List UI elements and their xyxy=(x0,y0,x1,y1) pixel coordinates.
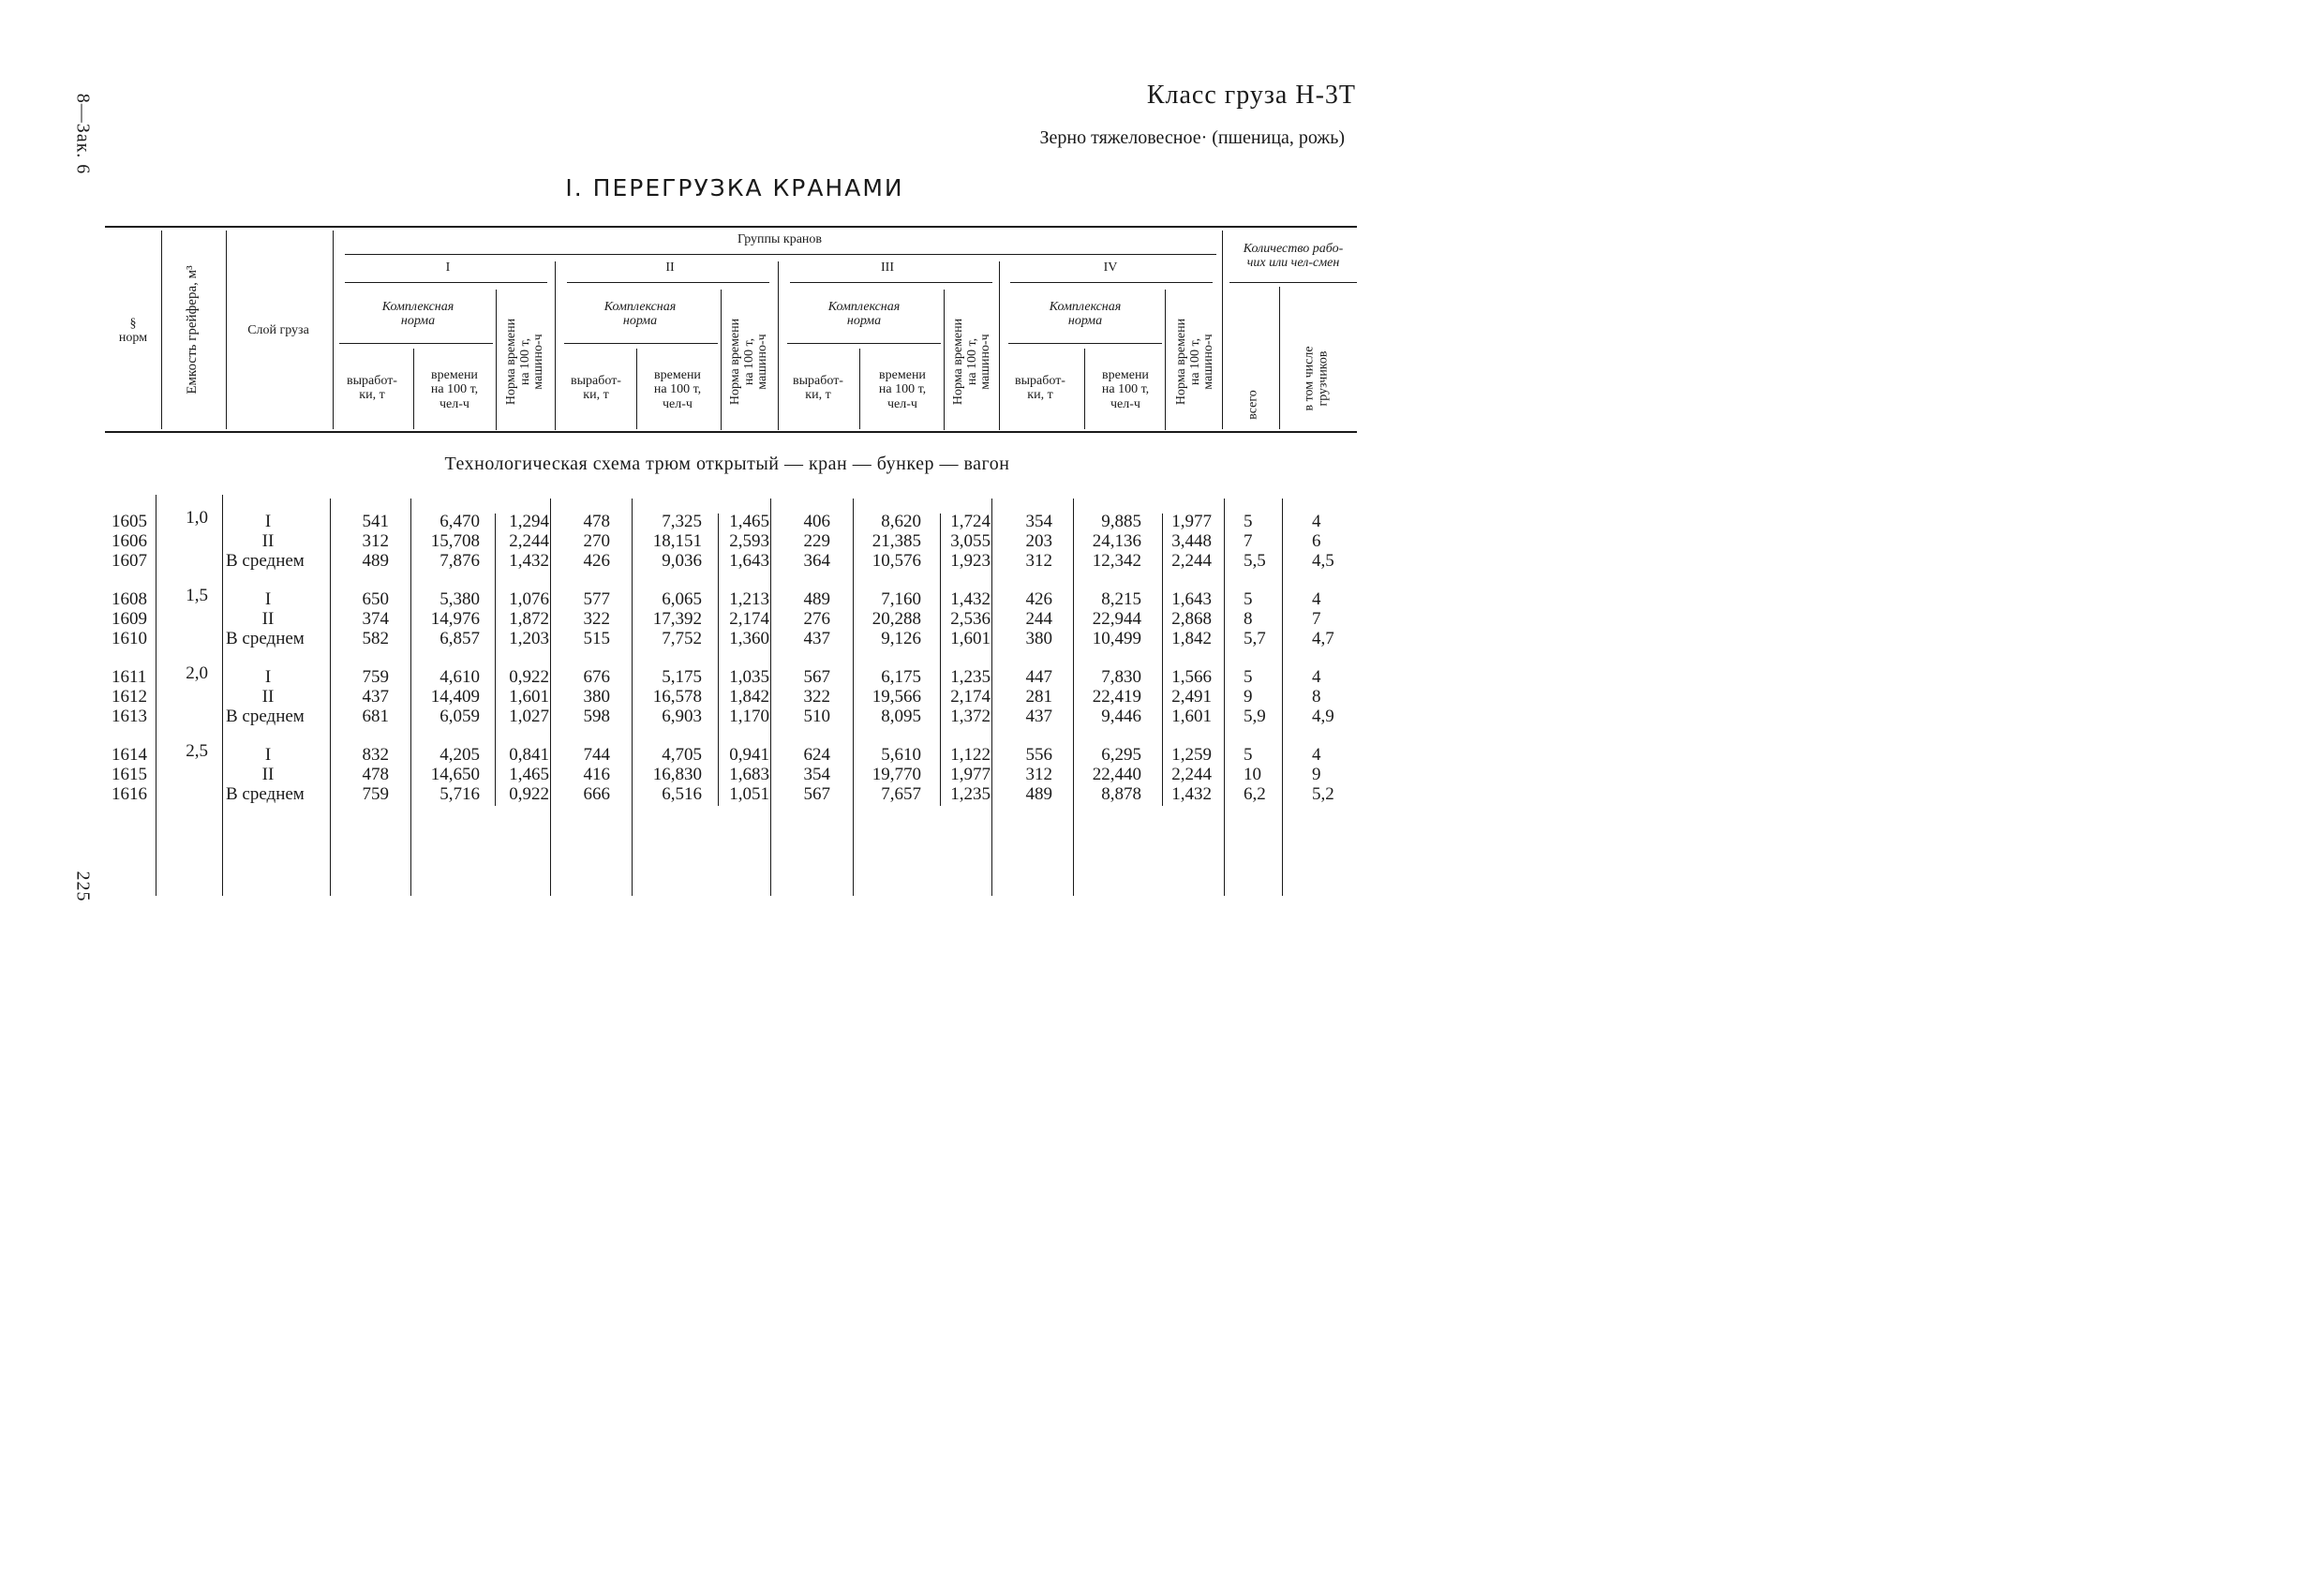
machine-time-value: 1,842 xyxy=(729,687,769,707)
output-value: 322 xyxy=(803,687,830,707)
output-value: 598 xyxy=(583,707,610,726)
output-value: 354 xyxy=(803,765,830,784)
time-value: 9,446 xyxy=(1101,707,1141,726)
machine-time-value: 1,170 xyxy=(729,707,769,726)
machine-time-value: 1,601 xyxy=(1171,707,1212,726)
output-value: 276 xyxy=(803,609,830,629)
section-title: I. ПЕРЕГРУЗКА КРАНАМИ xyxy=(565,174,904,201)
machine-time-value: 1,977 xyxy=(950,765,991,784)
output-value: 312 xyxy=(362,531,389,551)
time-value: 8,620 xyxy=(881,512,921,531)
output-value: 676 xyxy=(583,667,610,687)
output-value: 624 xyxy=(803,745,830,765)
output-value: 759 xyxy=(362,667,389,687)
time-value: 7,876 xyxy=(439,551,480,571)
machine-time-value: 1,235 xyxy=(950,667,991,687)
output-value: 426 xyxy=(583,551,610,571)
workers-loaders: 5,2 xyxy=(1312,784,1334,804)
time-value: 14,976 xyxy=(430,609,480,629)
cargo-layer: В среднем xyxy=(226,784,305,804)
machine-time-value: 1,035 xyxy=(729,667,769,687)
output-value: 567 xyxy=(803,784,830,804)
header-incl-loaders: в том числе грузчиков xyxy=(1302,346,1330,411)
header-machine-time: Норма времени на 100 т, машино-ч xyxy=(950,318,993,406)
workers-total: 5,5 xyxy=(1244,551,1266,571)
machine-time-value: 2,174 xyxy=(950,687,991,707)
time-value: 24,136 xyxy=(1092,531,1141,551)
cargo-layer: В среднем xyxy=(226,629,305,648)
machine-time-value: 1,294 xyxy=(509,512,549,531)
machine-time-value: 1,643 xyxy=(729,551,769,571)
output-value: 312 xyxy=(1025,765,1052,784)
machine-time-value: 2,244 xyxy=(1171,551,1212,571)
cargo-layer: I xyxy=(264,667,272,687)
machine-time-value: 3,055 xyxy=(950,531,991,551)
header-time: времени на 100 т, чел-ч xyxy=(653,368,702,411)
header-machine-time: Норма времени на 100 т, машино-ч xyxy=(503,318,546,406)
cargo-layer: В среднем xyxy=(226,551,305,571)
output-value: 437 xyxy=(362,687,389,707)
crane-group-2: II xyxy=(665,261,675,275)
time-value: 18,151 xyxy=(652,531,702,551)
workers-loaders: 4,9 xyxy=(1312,707,1334,726)
workers-total: 7 xyxy=(1244,531,1253,551)
workers-total: 8 xyxy=(1244,609,1253,629)
output-value: 478 xyxy=(362,765,389,784)
time-value: 10,576 xyxy=(872,551,921,571)
machine-time-value: 1,372 xyxy=(950,707,991,726)
machine-time-value: 2,244 xyxy=(509,531,549,551)
output-value: 567 xyxy=(803,667,830,687)
output-value: 489 xyxy=(362,551,389,571)
machine-time-value: 0,941 xyxy=(729,745,769,765)
header-machine-time: Норма времени на 100 т, машино-ч xyxy=(727,318,770,406)
header-output: выработ- ки, т xyxy=(571,374,621,403)
header-output: выработ- ки, т xyxy=(347,374,397,403)
time-value: 5,716 xyxy=(439,784,480,804)
workers-total: 10 xyxy=(1244,765,1261,784)
time-value: 9,885 xyxy=(1101,512,1141,531)
workers-total: 5,9 xyxy=(1244,707,1266,726)
output-value: 582 xyxy=(362,629,389,648)
time-value: 6,857 xyxy=(439,629,480,648)
workers-total: 5 xyxy=(1244,745,1253,765)
machine-time-value: 1,235 xyxy=(950,784,991,804)
header-crane-groups: Группы кранов xyxy=(737,232,823,246)
workers-loaders: 4 xyxy=(1312,589,1321,609)
time-value: 7,160 xyxy=(881,589,921,609)
time-value: 6,065 xyxy=(662,589,702,609)
grab-capacity-value: 2,0 xyxy=(186,663,208,683)
time-value: 22,944 xyxy=(1092,609,1141,629)
norm-number: 1609 xyxy=(112,609,147,629)
machine-time-value: 2,868 xyxy=(1171,609,1212,629)
time-value: 5,380 xyxy=(439,589,480,609)
workers-loaders: 6 xyxy=(1312,531,1321,551)
header-norm-no: § норм xyxy=(118,317,148,346)
header-complex-norm: Комплексная норма xyxy=(827,300,901,329)
machine-time-value: 1,432 xyxy=(1171,784,1212,804)
time-value: 8,095 xyxy=(881,707,921,726)
output-value: 281 xyxy=(1025,687,1052,707)
output-value: 489 xyxy=(803,589,830,609)
norm-number: 1616 xyxy=(112,784,147,804)
crane-group-4: IV xyxy=(1103,261,1118,275)
time-value: 6,175 xyxy=(881,667,921,687)
header-output: выработ- ки, т xyxy=(1015,374,1065,403)
output-value: 489 xyxy=(1025,784,1052,804)
time-value: 19,566 xyxy=(872,687,921,707)
time-value: 4,705 xyxy=(662,745,702,765)
time-value: 21,385 xyxy=(872,531,921,551)
time-value: 6,059 xyxy=(439,707,480,726)
machine-time-value: 1,465 xyxy=(509,765,549,784)
workers-loaders: 8 xyxy=(1312,687,1321,707)
output-value: 322 xyxy=(583,609,610,629)
header-time: времени на 100 т, чел-ч xyxy=(878,368,927,411)
time-value: 17,392 xyxy=(652,609,702,629)
workers-total: 5 xyxy=(1244,667,1253,687)
output-value: 203 xyxy=(1025,531,1052,551)
output-value: 244 xyxy=(1025,609,1052,629)
machine-time-value: 1,566 xyxy=(1171,667,1212,687)
machine-time-value: 2,244 xyxy=(1171,765,1212,784)
output-value: 364 xyxy=(803,551,830,571)
output-value: 510 xyxy=(803,707,830,726)
output-value: 312 xyxy=(1025,551,1052,571)
machine-time-value: 1,360 xyxy=(729,629,769,648)
time-value: 9,036 xyxy=(662,551,702,571)
norm-number: 1607 xyxy=(112,551,147,571)
time-value: 5,175 xyxy=(662,667,702,687)
machine-time-value: 2,491 xyxy=(1171,687,1212,707)
machine-time-value: 1,122 xyxy=(950,745,991,765)
machine-time-value: 1,923 xyxy=(950,551,991,571)
cargo-layer: II xyxy=(261,609,275,629)
output-value: 541 xyxy=(362,512,389,531)
cargo-layer: II xyxy=(261,765,275,784)
cargo-layer: В среднем xyxy=(226,707,305,726)
norm-number: 1613 xyxy=(112,707,147,726)
header-complex-norm: Комплексная норма xyxy=(381,300,454,329)
machine-time-value: 1,203 xyxy=(509,629,549,648)
workers-loaders: 4,7 xyxy=(1312,629,1334,648)
norm-number: 1605 xyxy=(112,512,147,531)
machine-time-value: 0,922 xyxy=(509,784,549,804)
cargo-layer: I xyxy=(264,745,272,765)
output-value: 556 xyxy=(1025,745,1052,765)
machine-time-value: 3,448 xyxy=(1171,531,1212,551)
machine-time-value: 2,593 xyxy=(729,531,769,551)
machine-time-value: 1,432 xyxy=(509,551,549,571)
output-value: 229 xyxy=(803,531,830,551)
time-value: 4,205 xyxy=(439,745,480,765)
machine-time-value: 1,872 xyxy=(509,609,549,629)
time-value: 6,903 xyxy=(662,707,702,726)
time-value: 7,830 xyxy=(1101,667,1141,687)
side-note: 8—Зак. 6 xyxy=(72,93,94,175)
output-value: 380 xyxy=(1025,629,1052,648)
workers-loaders: 7 xyxy=(1312,609,1321,629)
output-value: 759 xyxy=(362,784,389,804)
machine-time-value: 2,536 xyxy=(950,609,991,629)
workers-loaders: 4,5 xyxy=(1312,551,1334,571)
time-value: 14,409 xyxy=(430,687,480,707)
workers-loaders: 4 xyxy=(1312,667,1321,687)
output-value: 478 xyxy=(583,512,610,531)
workers-total: 5,7 xyxy=(1244,629,1266,648)
page-number: 225 xyxy=(72,871,94,902)
time-value: 20,288 xyxy=(872,609,921,629)
machine-time-value: 1,027 xyxy=(509,707,549,726)
time-value: 7,752 xyxy=(662,629,702,648)
output-value: 426 xyxy=(1025,589,1052,609)
header-complex-norm: Комплексная норма xyxy=(1049,300,1122,329)
time-value: 14,650 xyxy=(430,765,480,784)
norm-number: 1606 xyxy=(112,531,147,551)
output-value: 447 xyxy=(1025,667,1052,687)
header-output: выработ- ки, т xyxy=(793,374,843,403)
cargo-layer: II xyxy=(261,687,275,707)
machine-time-value: 0,841 xyxy=(509,745,549,765)
time-value: 5,610 xyxy=(881,745,921,765)
header-complex-norm: Комплексная норма xyxy=(603,300,677,329)
time-value: 22,440 xyxy=(1092,765,1141,784)
time-value: 6,295 xyxy=(1101,745,1141,765)
norm-number: 1608 xyxy=(112,589,147,609)
time-value: 15,708 xyxy=(430,531,480,551)
time-value: 16,830 xyxy=(652,765,702,784)
norm-number: 1615 xyxy=(112,765,147,784)
norm-number: 1610 xyxy=(112,629,147,648)
cargo-description: Зерно тяжеловесное· (пшеница, рожь) xyxy=(1039,127,1345,148)
output-value: 744 xyxy=(583,745,610,765)
output-value: 437 xyxy=(803,629,830,648)
output-value: 406 xyxy=(803,512,830,531)
grab-capacity-value: 1,0 xyxy=(186,508,208,528)
machine-time-value: 1,842 xyxy=(1171,629,1212,648)
time-value: 7,657 xyxy=(881,784,921,804)
output-value: 437 xyxy=(1025,707,1052,726)
machine-time-value: 1,724 xyxy=(950,512,991,531)
cargo-layer: I xyxy=(264,589,272,609)
technological-scheme: Технологическая схема трюм открытый — кран — бункер — вагон xyxy=(444,454,1010,474)
crane-group-1: I xyxy=(445,261,451,275)
output-value: 832 xyxy=(362,745,389,765)
time-value: 16,578 xyxy=(652,687,702,707)
machine-time-value: 1,432 xyxy=(950,589,991,609)
crane-group-3: III xyxy=(881,261,894,275)
workers-total: 9 xyxy=(1244,687,1253,707)
time-value: 8,878 xyxy=(1101,784,1141,804)
time-value: 6,470 xyxy=(439,512,480,531)
machine-time-value: 1,213 xyxy=(729,589,769,609)
grab-capacity-value: 1,5 xyxy=(186,586,208,605)
header-time: времени на 100 т, чел-ч xyxy=(430,368,479,411)
header-total: всего xyxy=(1245,390,1260,420)
time-value: 19,770 xyxy=(872,765,921,784)
time-value: 6,516 xyxy=(662,784,702,804)
machine-time-value: 1,465 xyxy=(729,512,769,531)
workers-loaders: 4 xyxy=(1312,512,1321,531)
machine-time-value: 1,259 xyxy=(1171,745,1212,765)
time-value: 10,499 xyxy=(1092,629,1141,648)
machine-time-value: 0,922 xyxy=(509,667,549,687)
header-workers: Количество рабо- чих или чел-смен xyxy=(1243,242,1344,271)
header-cargo-layer: Слой груза xyxy=(247,323,309,337)
machine-time-value: 1,076 xyxy=(509,589,549,609)
machine-time-value: 2,174 xyxy=(729,609,769,629)
header-time: времени на 100 т, чел-ч xyxy=(1101,368,1150,411)
output-value: 270 xyxy=(583,531,610,551)
output-value: 380 xyxy=(583,687,610,707)
output-value: 681 xyxy=(362,707,389,726)
norm-number: 1614 xyxy=(112,745,147,765)
output-value: 666 xyxy=(583,784,610,804)
workers-loaders: 4 xyxy=(1312,745,1321,765)
norm-number: 1611 xyxy=(112,667,147,687)
time-value: 12,342 xyxy=(1092,551,1141,571)
output-value: 577 xyxy=(583,589,610,609)
cargo-class-heading: Класс груза Н-3Т xyxy=(1146,81,1356,110)
time-value: 7,325 xyxy=(662,512,702,531)
output-value: 374 xyxy=(362,609,389,629)
cargo-layer: II xyxy=(261,531,275,551)
machine-time-value: 1,601 xyxy=(509,687,549,707)
header-machine-time: Норма времени на 100 т, машино-ч xyxy=(1173,318,1216,406)
time-value: 8,215 xyxy=(1101,589,1141,609)
machine-time-value: 1,977 xyxy=(1171,512,1212,531)
workers-total: 6,2 xyxy=(1244,784,1266,804)
output-value: 354 xyxy=(1025,512,1052,531)
output-value: 515 xyxy=(583,629,610,648)
time-value: 22,419 xyxy=(1092,687,1141,707)
machine-time-value: 1,601 xyxy=(950,629,991,648)
cargo-layer: I xyxy=(264,512,272,531)
machine-time-value: 1,643 xyxy=(1171,589,1212,609)
workers-loaders: 9 xyxy=(1312,765,1321,784)
norm-number: 1612 xyxy=(112,687,147,707)
workers-total: 5 xyxy=(1244,512,1253,531)
output-value: 416 xyxy=(583,765,610,784)
output-value: 650 xyxy=(362,589,389,609)
machine-time-value: 1,683 xyxy=(729,765,769,784)
workers-total: 5 xyxy=(1244,589,1253,609)
header-grab-capacity: Емкость грейфера, м³ xyxy=(185,265,201,395)
time-value: 9,126 xyxy=(881,629,921,648)
time-value: 4,610 xyxy=(439,667,480,687)
machine-time-value: 1,051 xyxy=(729,784,769,804)
grab-capacity-value: 2,5 xyxy=(186,741,208,761)
